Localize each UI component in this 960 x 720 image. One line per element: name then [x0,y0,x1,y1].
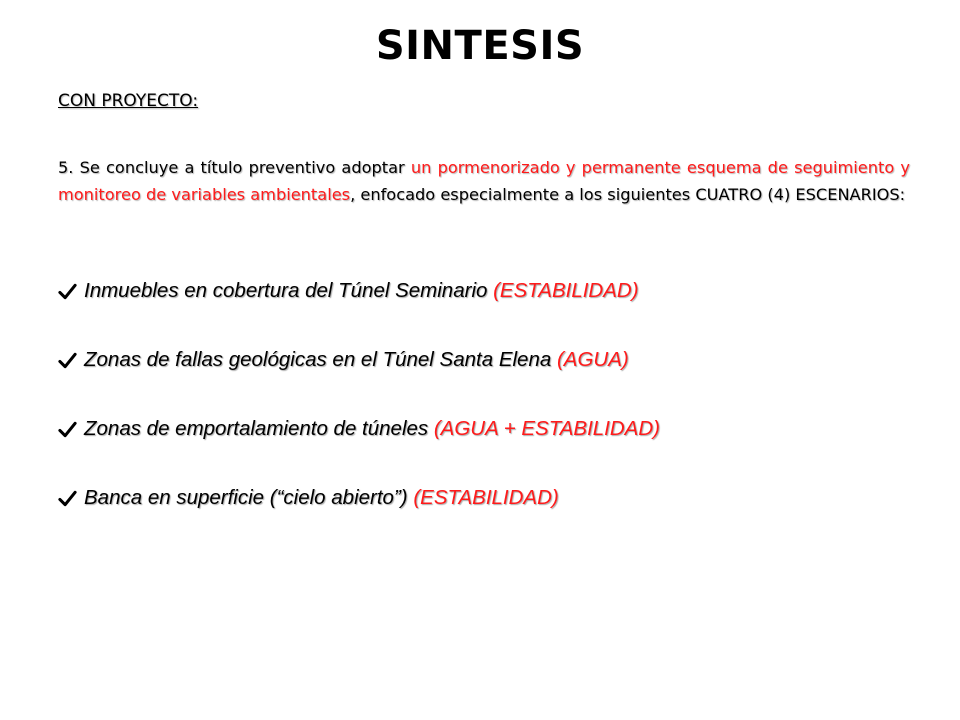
paragraph-highlight: un pormenorizado y permanente esquema de seguimiento y monitoreo de variables ambientales [58,158,910,204]
paragraph-intro: 5. Se concluye a título preventivo adoptar [58,158,411,177]
page-title: SINTESIS [375,23,585,69]
scenario-item [58,346,660,415]
scenario-item [58,415,660,484]
scenario-item [58,484,660,553]
scenario-text: Zonas de fallas geológicas en el Túnel Santa Elena [84,348,552,371]
scenario-text: Zonas de emportalamiento de túneles [84,417,429,440]
scenario-tag: (AGUA + ESTABILIDAD) [433,417,660,440]
conclusion-paragraph [58,154,910,208]
check-icon [58,346,84,374]
scenario-tag: (ESTABILIDAD) [493,279,639,302]
scenario-list [58,277,660,553]
scenario-text: Inmuebles en cobertura del Túnel Seminario [84,279,488,302]
scenario-text: Banca en superficie (“cielo abierto”) [84,486,408,509]
section-subtitle: CON PROYECTO: [58,91,199,111]
check-icon [58,277,84,305]
check-icon [58,415,84,443]
scenario-item [58,277,660,346]
check-icon [58,484,84,512]
paragraph-ending: , enfocado especialmente a los siguientes CUATRO (4) ESCENARIOS: [350,185,906,204]
scenario-tag: (ESTABILIDAD) [413,486,559,509]
scenario-tag: (AGUA) [556,348,629,371]
